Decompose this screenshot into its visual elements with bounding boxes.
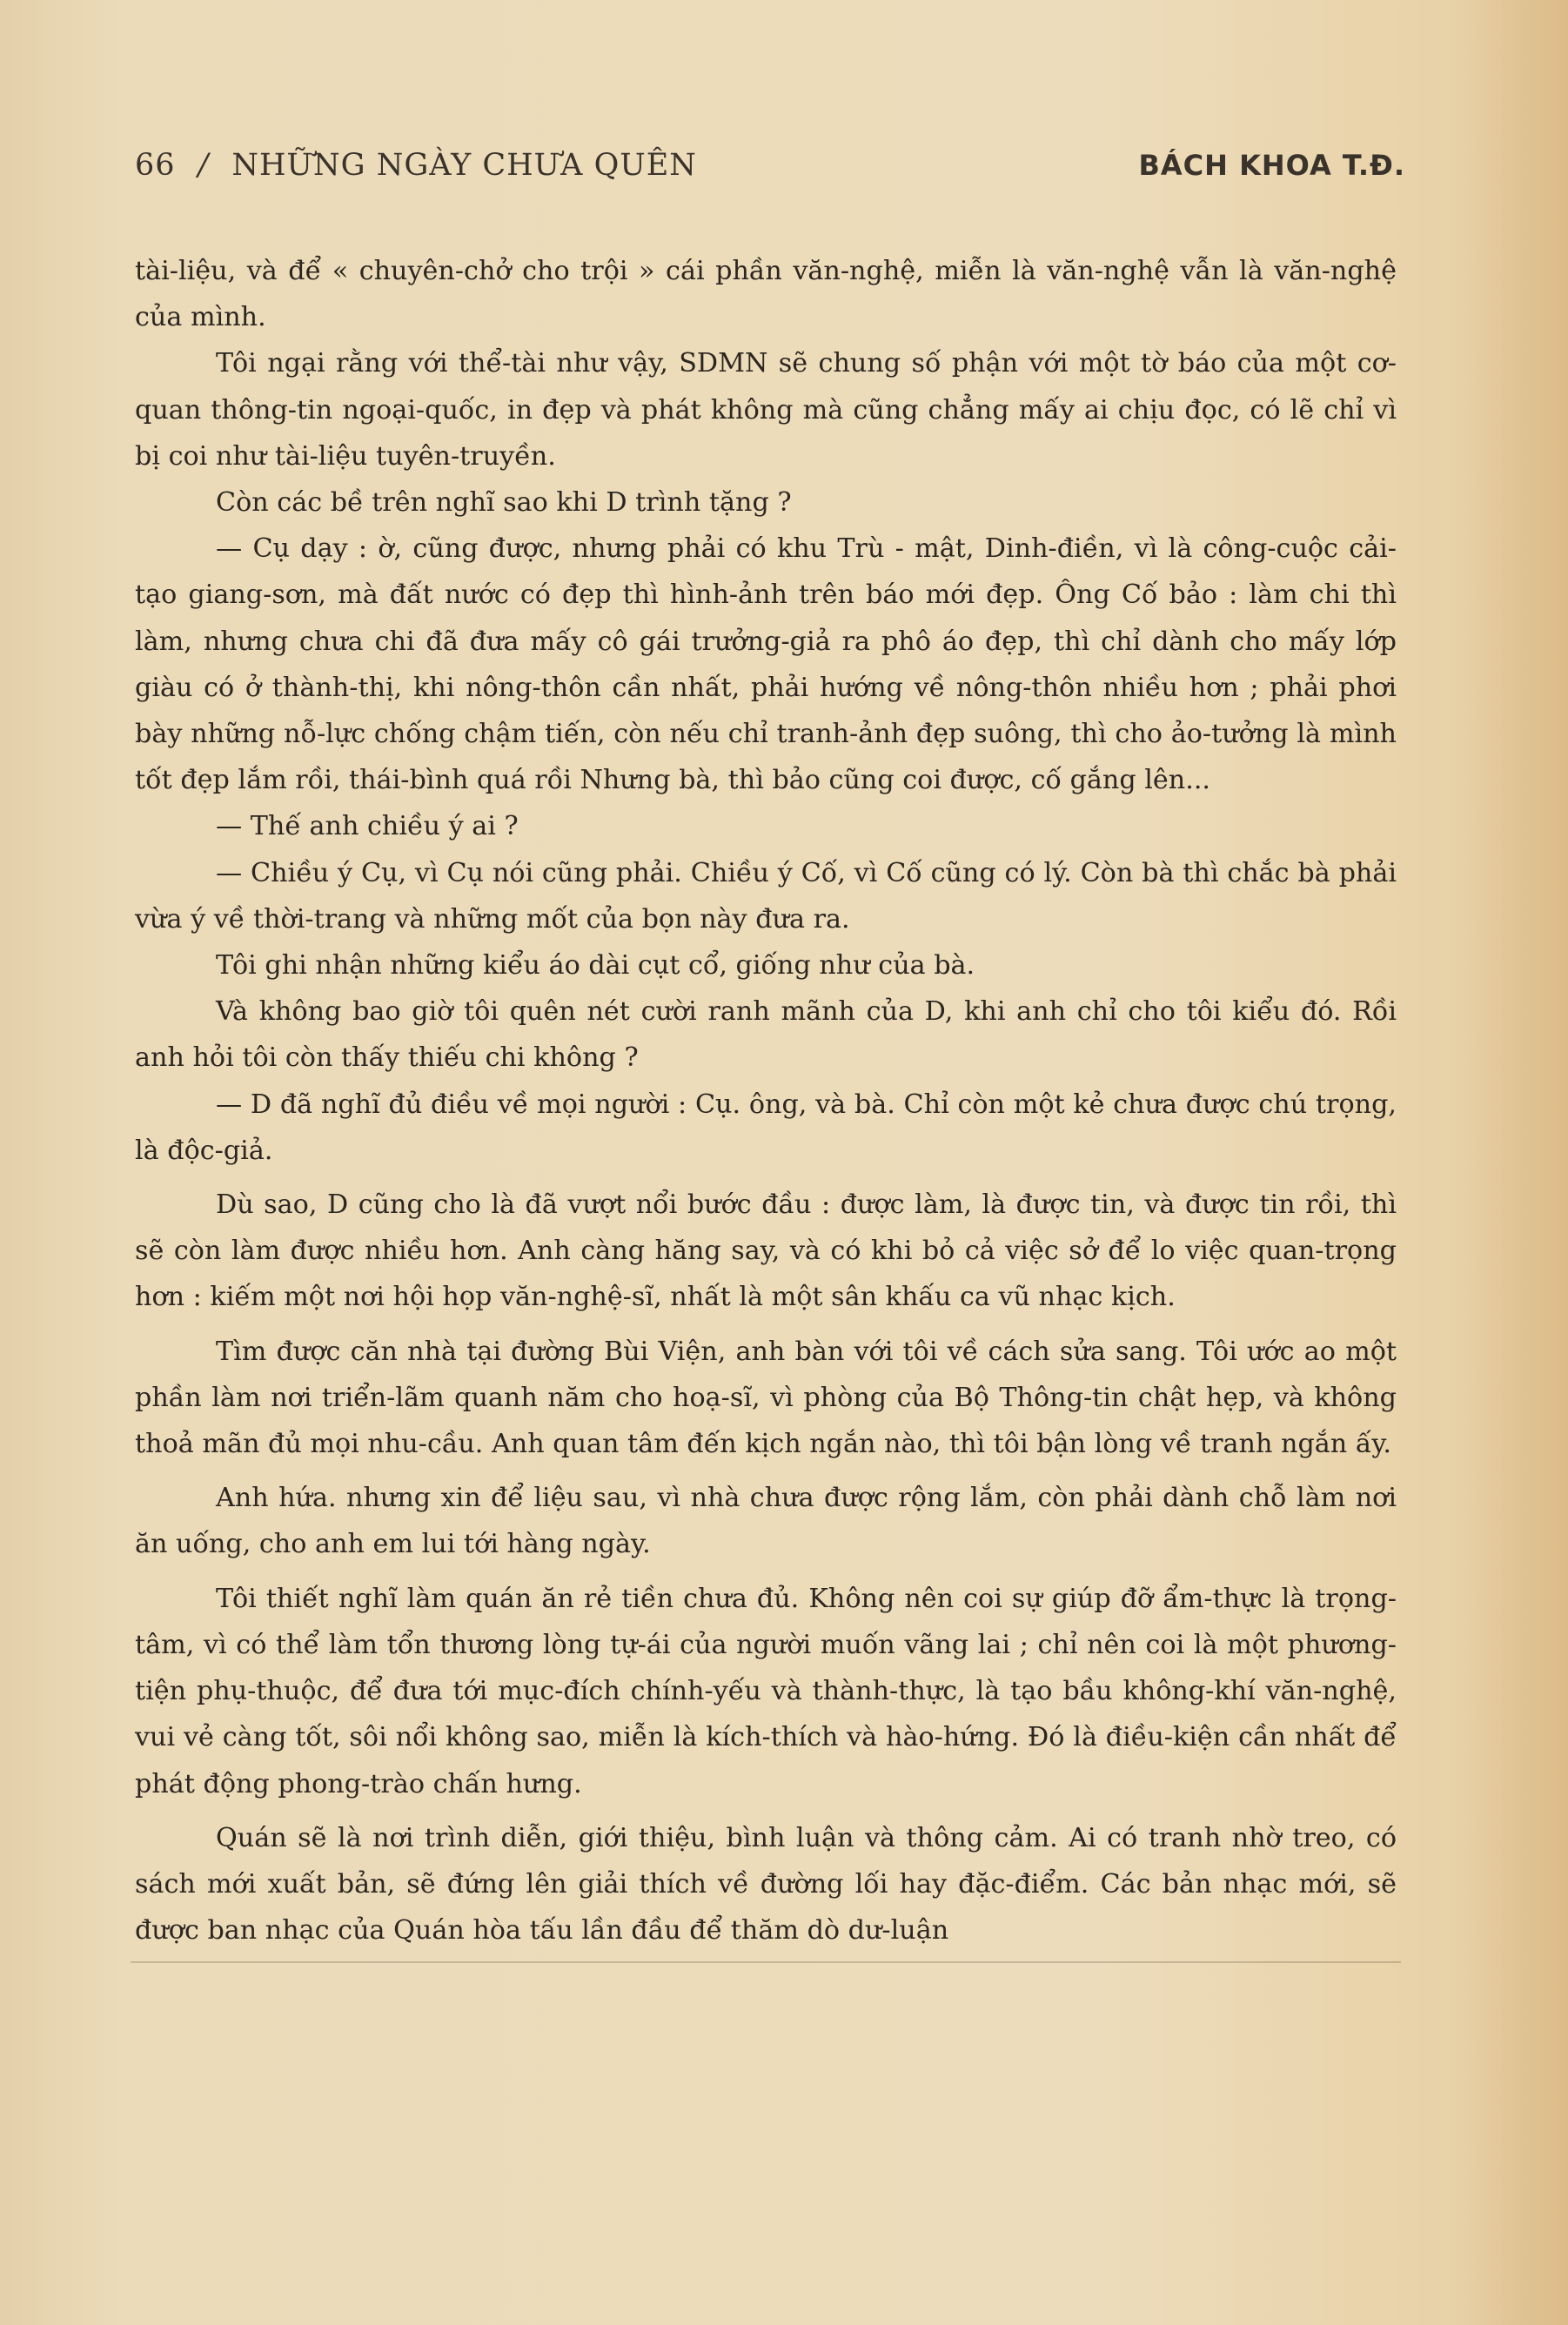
paragraph: Quán sẽ là nơi trình diễn, giới thiệu, bình luận và thông cảm. Ai có tranh nhờ treo, có sách mới xuất bản, sẽ đứng lên giải thích về đường lối hay đặc-điểm. Các bản nhạc mới, sẽ được ban nhạc của Quán hòa tấu lần đầu để thăm dò dư-luận <box>135 1822 1397 1946</box>
paragraph: Dù sao, D cũng cho là đã vượt nổi bước đầu : được làm, là được tin, và được tin rồi, thì sẽ còn làm được nhiều hơn. Anh càng hăng say, và có khi bỏ cả việc sở để lo việc quan-trọng hơn : kiếm một nơi hội họp văn-nghệ-sĩ, nhất là một sân khấu ca vũ nhạc kịch. <box>135 1189 1397 1313</box>
paragraph: Còn các bề trên nghĩ sao khi D trình tặng ? <box>216 487 792 519</box>
paragraph: Anh hứa. nhưng xin để liệu sau, vì nhà chưa được rộng lắm, còn phải dành chỗ làm nơi ăn uống, cho anh em lui tới hàng ngày. <box>135 1483 1397 1560</box>
journal-title: BÁCH KHOA T.Đ. <box>1138 149 1405 182</box>
paragraph: Tôi ngại rằng với thể-tài như vậy, SDMN sẽ chung số phận với một tờ báo của một cơ-quan thông-tin ngoại-quốc, in đẹp và phát không mà cũng chẳng mấy ai chịu đọc, có lẽ chỉ vì bị coi như tài-liệu tuyên-truyền. <box>135 348 1397 472</box>
header-separator: / <box>198 148 210 183</box>
paragraph: Tôi ghi nhận những kiểu áo dài cụt cổ, giống như của bà. <box>216 950 975 982</box>
paragraph: — Thế anh chiều ý ai ? <box>216 811 519 842</box>
paragraph: Tôi thiết nghĩ làm quán ăn rẻ tiền chưa đủ. Không nên coi sự giúp đỡ ẩm-thực là trọng-tâm, vì có thể làm tổn thương lòng tự-ái của người muốn vãng lai ; chỉ nên coi là một phương-tiện phụ-thuộc, để đưa tới mục-đích chính-yếu và thành-thực, là tạo bầu không-khí văn-nghệ, vui vẻ càng tốt, sôi nổi không sao, miễn là kích-thích và hào-hứng. Đó là điều-kiện cần nhất để phát động phong-trào chấn hưng. <box>135 1583 1397 1799</box>
page-fold-line <box>131 1961 1401 1963</box>
running-title: NHỮNG NGÀY CHƯA QUÊN <box>231 148 697 183</box>
paragraph: — Cụ dạy : ờ, cũng được, nhưng phải có khu Trù - mật, Dinh-điền, vì là công-cuộc cải-tạo giang-sơn, mà đất nước có đẹp thì hình-ảnh trên báo mới đẹp. Ông Cố bảo : làm chi thì làm, nhưng chưa chi đã đưa mấy cô gái trưởng-giả ra phô áo đẹp, thì chỉ dành cho mấy lớp giàu có ở thành-thị, khi nông-thôn cần nhất, phải hướng về nông-thôn nhiều hơn ; phải phơi bày những nỗ-lực chống chậm tiến, còn nếu chỉ tranh-ảnh đẹp suông, thì cho ảo-tưởng là mình tốt đẹp lắm rồi, thái-bình quá rồi Nhưng bà, thì bảo cũng coi được, cố gắng lên... <box>135 533 1397 796</box>
page-header <box>135 148 1405 200</box>
article-body <box>135 248 1397 1953</box>
page-number: 66 <box>135 148 176 183</box>
paragraph: Tìm được căn nhà tại đường Bùi Viện, anh bàn với tôi về cách sửa sang. Tôi ước ao một phần làm nơi triển-lãm quanh năm cho hoạ-sĩ, vì phòng của Bộ Thông-tin chật hẹp, và không thoả mãn đủ mọi nhu-cầu. Anh quan tâm đến kịch ngắn nào, thì tôi bận lòng về tranh ngắn ấy. <box>135 1336 1397 1460</box>
paragraph: tài-liệu, và để « chuyên-chở cho trội » cái phần văn-nghệ, miễn là văn-nghệ vẫn là văn-nghệ của mình. <box>135 256 1397 333</box>
paragraph: — Chiều ý Cụ, vì Cụ nói cũng phải. Chiều ý Cố, vì Cố cũng có lý. Còn bà thì chắc bà phải vừa ý về thời-trang và những mốt của bọn này đưa ra. <box>135 857 1397 935</box>
paragraph: — D đã nghĩ đủ điều về mọi người : Cụ. ông, và bà. Chỉ còn một kẻ chưa được chú trọng, là độc-giả. <box>135 1089 1397 1166</box>
paragraph: Và không bao giờ tôi quên nét cười ranh mãnh của D, khi anh chỉ cho tôi kiểu đó. Rồi anh hỏi tôi còn thấy thiếu chi không ? <box>135 996 1397 1074</box>
paper-stain <box>1464 0 1568 2325</box>
